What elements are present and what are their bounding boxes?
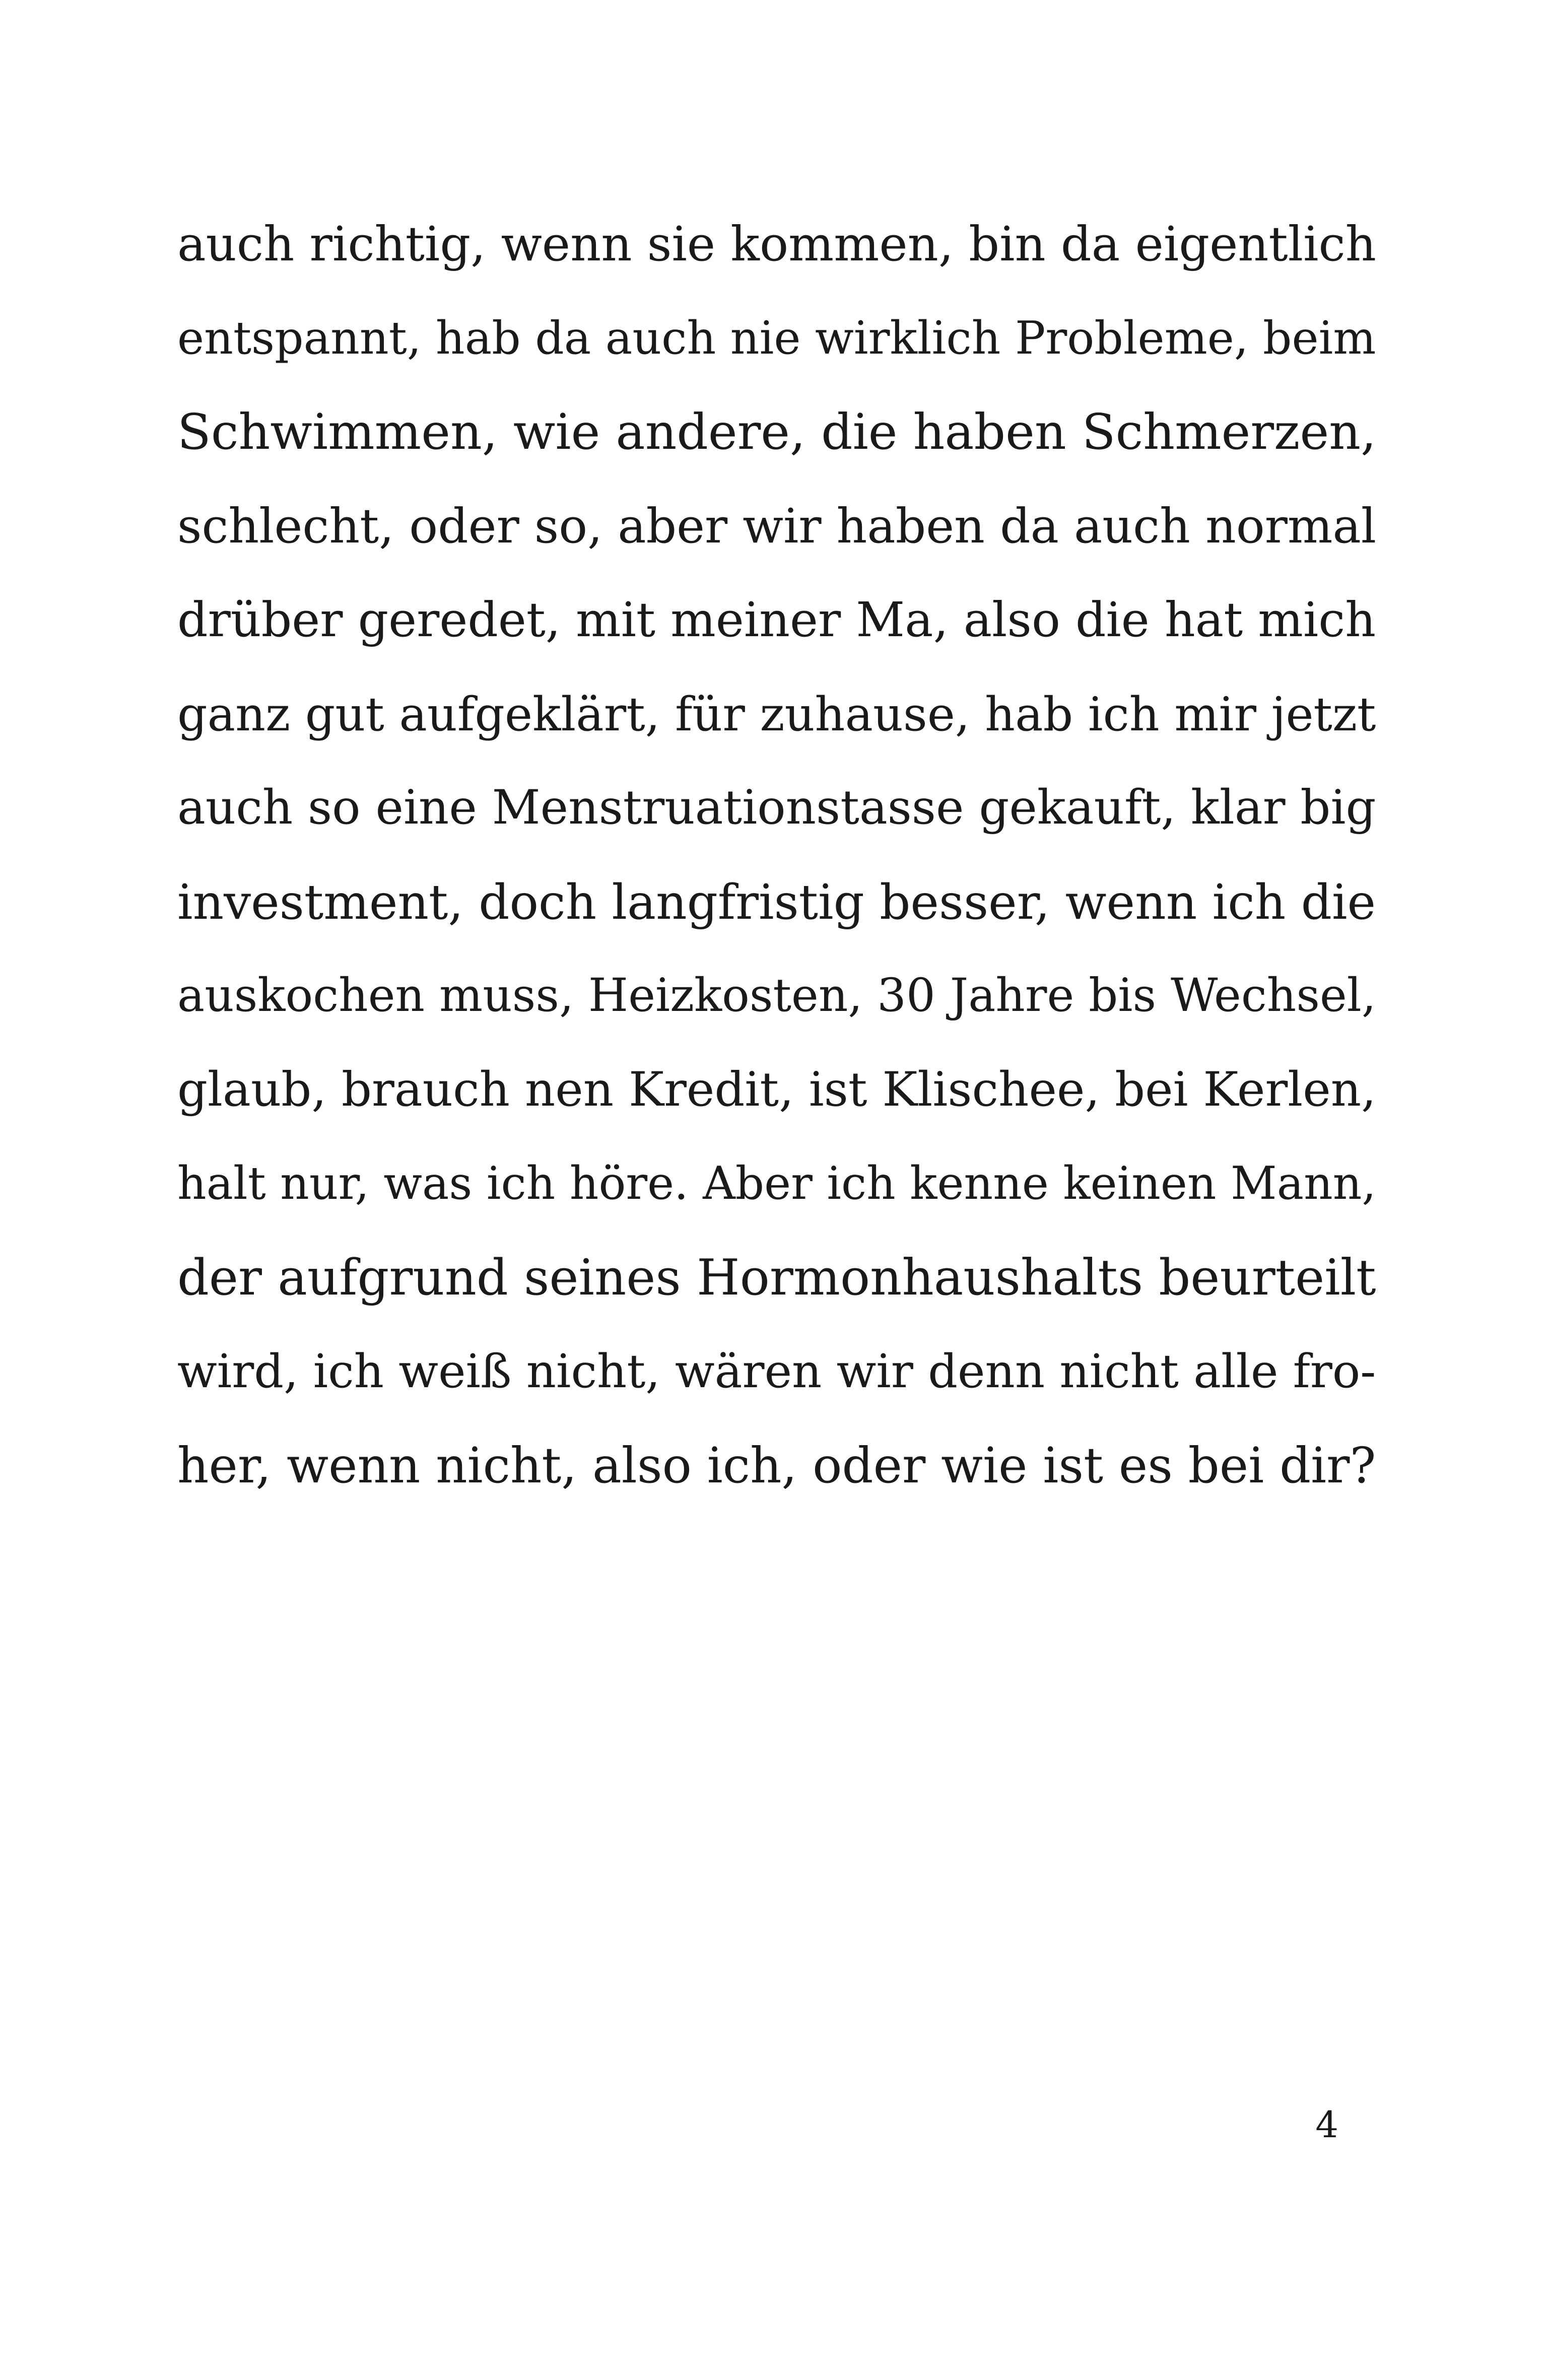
text-line: auskochen muss, Heizkosten, 30 Jahre bis Wechsel, <box>177 969 1376 1022</box>
text-line: ganz gut aufgeklärt, für zuhause, hab ich mir jetzt <box>177 687 1376 741</box>
text-line: her, wenn nicht, also ich, oder wie ist es bei dir? <box>177 1437 1376 1494</box>
text-line: auch so eine Menstruationstasse gekauft, klar big <box>177 780 1376 835</box>
text-line: glaub, brauch nen Kredit, ist Klischee, bei Kerlen, <box>177 1062 1376 1117</box>
text-line: der aufgrund seines Hormonhaushalts beurteilt <box>177 1249 1376 1307</box>
text-line: Schwimmen, wie andere, die haben Schmerzen, <box>177 403 1377 461</box>
body-text <box>177 197 1376 1513</box>
text-line: entspannt, hab da auch nie wirklich Probleme, beim <box>177 312 1376 365</box>
text-line: auch richtig, wenn sie kommen, bin da eigentlich <box>177 217 1376 272</box>
text-line: investment, doch langfristig besser, wenn ich die <box>177 873 1376 930</box>
page-number: 4 <box>1315 2103 1338 2146</box>
text-line: halt nur, was ich höre. Aber ich kenne keinen Mann, <box>177 1158 1376 1210</box>
text-line: drüber geredet, mit meiner Ma, also die hat mich <box>177 592 1376 648</box>
text-line: wird, ich weiß nicht, wären wir denn nicht alle fro- <box>177 1344 1376 1398</box>
text-line: schlecht, oder so, aber wir haben da auch normal <box>177 498 1377 554</box>
